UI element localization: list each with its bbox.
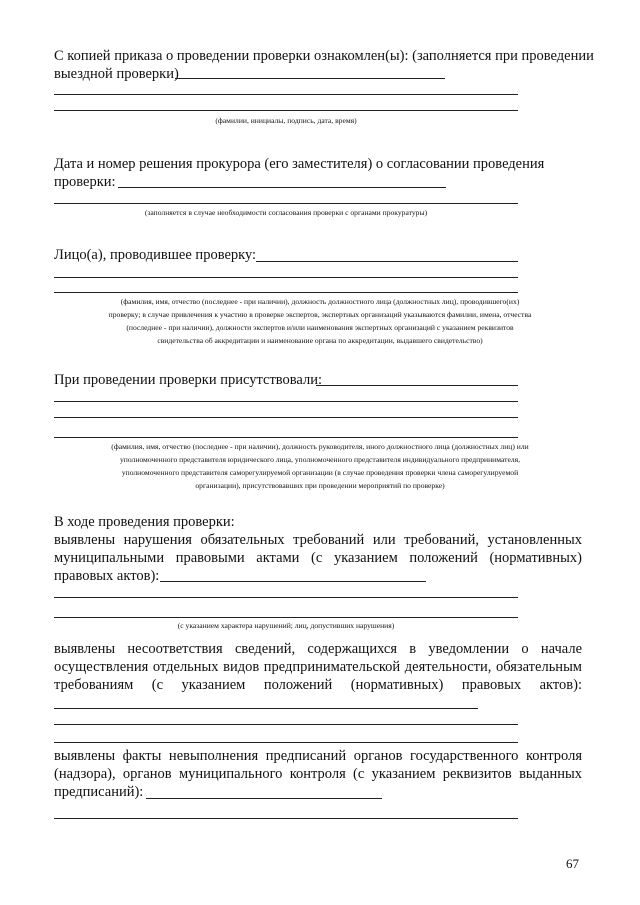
caption-present-3: уполномоченного представителя саморегулируемой организации (в случае проведения проверки члена саморегулируемой	[121, 468, 519, 477]
orders-nonfulfillment-line3: предписаний):	[54, 784, 144, 800]
fill-line[interactable]	[54, 437, 518, 438]
fill-line[interactable]	[54, 708, 478, 709]
fill-line[interactable]	[54, 617, 518, 618]
page-number: 67	[566, 856, 579, 871]
fill-line[interactable]	[54, 818, 518, 819]
caption-inspector-4: свидетельства об аккредитации и наименование органа по аккредитации, выдавшего свидетельство)	[157, 336, 483, 345]
fill-line[interactable]	[175, 78, 445, 79]
fill-line[interactable]	[54, 94, 518, 95]
present-persons-label: При проведении проверки присутствовали:	[54, 372, 323, 388]
orders-nonfulfillment-line1: выявлены факты невыполнения предписаний органов государственного контроля	[54, 748, 582, 764]
inspection-heading: В ходе проведения проверки:	[54, 514, 235, 530]
fill-line[interactable]	[256, 261, 518, 262]
fill-line[interactable]	[54, 277, 518, 278]
fill-line[interactable]	[118, 187, 446, 188]
caption-inspector-3: (последнее - при наличии), должности экспертов и/или наименования экспертных организаций с указанием реквизитов	[126, 323, 514, 332]
fill-line[interactable]	[316, 385, 518, 386]
fill-line[interactable]	[54, 597, 518, 598]
inspector-label: Лицо(а), проводившее проверку:	[54, 247, 257, 263]
order-acquaintance-line2: выездной проверки)	[54, 66, 179, 82]
fill-line[interactable]	[54, 417, 518, 418]
notice-mismatch-line2: осуществления отдельных видов предпринимательской деятельности, обязательным	[54, 659, 582, 675]
caption-names-signature: (фамилии, инициалы, подпись, дата, время)	[215, 116, 357, 125]
caption-violations: (с указанием характера нарушений; лиц, допустивших нарушения)	[177, 621, 395, 630]
violations-line1: выявлены нарушения обязательных требований или требований, установленных	[54, 532, 582, 548]
notice-mismatch-line1: выявлены несоответствия сведений, содержащихся в уведомлении о начале	[54, 641, 582, 657]
fill-line[interactable]	[54, 292, 518, 293]
fill-line[interactable]	[54, 401, 518, 402]
caption-present-1: (фамилия, имя, отчество (последнее - при наличии), должность руководителя, иного должностного лица (должностных лиц) или	[111, 442, 529, 451]
prosecutor-decision-line2: проверки:	[54, 174, 116, 190]
caption-present-2: уполномоченного представителя юридического лица, уполномоченного представителя индивидуального предпринимателя,	[119, 455, 521, 464]
prosecutor-decision-line1: Дата и номер решения прокурора (его заместителя) о согласовании проведения	[54, 156, 545, 172]
caption-inspector-1: (фамилия, имя, отчество (последнее - при наличии), должность должностного лица (должностных лиц), проводившего(их)	[120, 297, 520, 306]
notice-mismatch-line3: требованиям (с указанием положений (нормативных) правовых актов):	[54, 677, 582, 693]
violations-line2: муниципальными правовыми актами (с указанием положений (нормативных)	[54, 550, 582, 566]
fill-line[interactable]	[54, 203, 518, 204]
caption-prosecutor: (заполняется в случае необходимости согласования проверки с органами прокуратуры)	[144, 208, 428, 217]
fill-line[interactable]	[146, 798, 382, 799]
fill-line[interactable]	[54, 742, 518, 743]
caption-inspector-2: проверку; в случае привлечения к участию в проверке экспертов, экспертных организаций указываются фамилии, имена, отчества	[108, 310, 532, 319]
fill-line[interactable]	[160, 581, 426, 582]
caption-present-4: организации), присутствовавших при проведении мероприятий по проверке)	[195, 481, 445, 490]
order-acquaintance-line1: С копией приказа о проведении проверки ознакомлен(ы): (заполняется при проведении	[54, 48, 594, 64]
violations-line3: правовых актов):	[54, 568, 160, 584]
fill-line[interactable]	[54, 724, 518, 725]
fill-line[interactable]	[54, 110, 518, 111]
orders-nonfulfillment-line2: (надзора), органов муниципального контроля (с указанием реквизитов выданных	[54, 766, 582, 782]
